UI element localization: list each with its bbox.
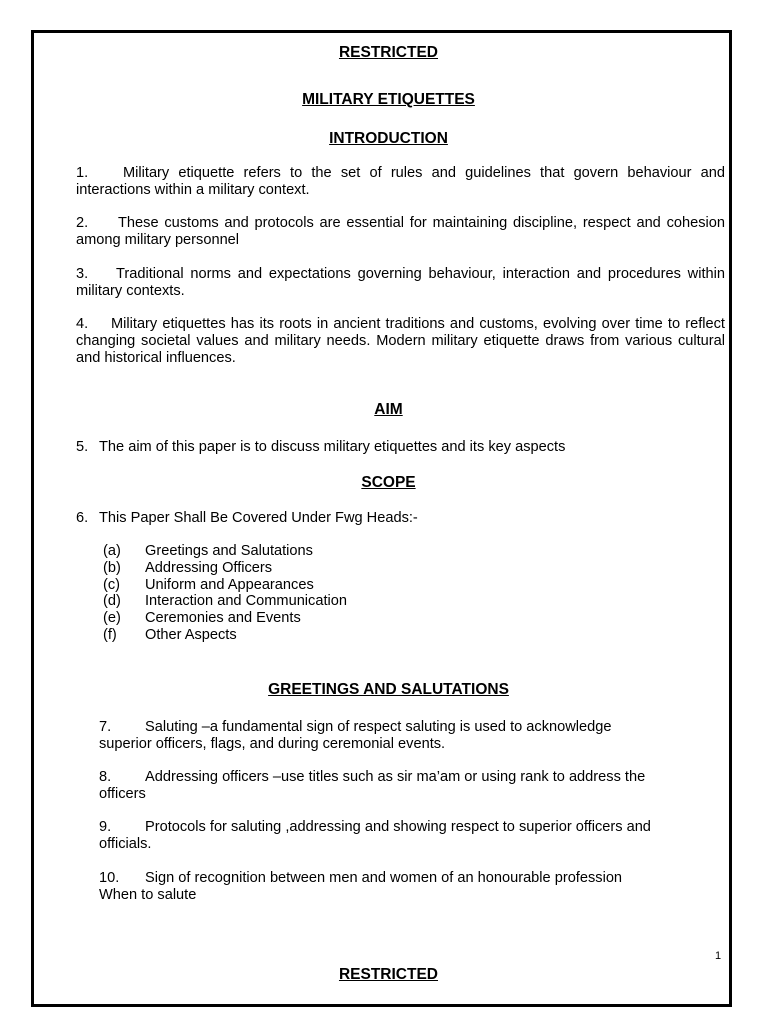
intro-paragraph-2	[76, 215, 725, 249]
list-item-text: Other Aspects	[145, 626, 237, 643]
footer-restricted: RESTRICTED	[338, 966, 439, 983]
greetings-paragraph-8	[99, 769, 659, 803]
paragraph-text: This Paper Shall Be Covered Under Fwg Heads:-	[99, 510, 418, 526]
greetings-paragraph-10	[99, 870, 659, 904]
greetings-paragraph-7	[99, 719, 659, 753]
header-restricted: RESTRICTED	[338, 44, 439, 61]
paragraph-number: 3.	[76, 266, 89, 282]
paragraph-text: Military etiquette refers to the set of rules and guidelines that govern behaviour and interactions within a military context.	[76, 165, 725, 198]
heading-scope: SCOPE	[361, 474, 416, 491]
list-item	[103, 610, 347, 627]
paragraph-text: These customs and protocols are essential for maintaining discipline, respect and cohesion among military personnel	[76, 215, 725, 248]
list-item-text: Interaction and Communication	[145, 593, 347, 610]
intro-paragraph-1	[76, 165, 725, 199]
greetings-paragraph-9	[99, 819, 659, 853]
list-item	[103, 593, 347, 610]
paragraph-text: Sign of recognition between men and women of an honourable profession When to salute	[99, 870, 623, 903]
heading-introduction: INTRODUCTION	[329, 130, 448, 147]
paragraph-number: 4.	[76, 316, 89, 332]
paragraph-text: Traditional norms and expectations governing behaviour, interaction and procedures within military contexts.	[76, 266, 725, 299]
paragraph-text: Addressing officers –use titles such as sir ma’am or using rank to address the officers	[99, 769, 646, 802]
heading-aim: AIM	[374, 401, 403, 418]
list-item-text: Greetings and Salutations	[145, 543, 313, 559]
paragraph-number: 7.	[99, 719, 112, 735]
list-item	[103, 627, 347, 644]
list-item-text: Addressing Officers	[145, 559, 273, 576]
paragraph-number: 2.	[76, 215, 89, 231]
paragraph-number: 6.	[76, 510, 89, 526]
paragraph-number: 10.	[99, 870, 120, 886]
list-item-label: (e)	[103, 610, 121, 627]
paragraph-number: 9.	[99, 819, 112, 835]
paragraph-number: 1.	[76, 165, 89, 181]
paragraph-number: 8.	[99, 769, 112, 785]
list-item-label: (a)	[103, 543, 121, 559]
page-number: 1	[715, 950, 722, 962]
list-item-label: (b)	[103, 559, 121, 576]
aim-paragraph	[76, 439, 725, 456]
list-item-label: (f)	[103, 626, 117, 643]
intro-paragraph-3	[76, 266, 725, 300]
list-item-text: Ceremonies and Events	[145, 610, 301, 627]
list-item-text: Uniform and Appearances	[145, 576, 314, 593]
scope-paragraph	[76, 510, 725, 527]
heading-greetings: GREETINGS AND SALUTATIONS	[268, 681, 509, 698]
list-item	[103, 543, 347, 560]
list-item-label: (d)	[103, 593, 121, 610]
paragraph-number: 5.	[76, 439, 89, 455]
page-title: MILITARY ETIQUETTES	[302, 91, 475, 108]
paragraph-text: Military etiquettes has its roots in ancient traditions and customs, evolving over time to reflect changing societal values and military needs. Modern military etiquette draws from various cultural and historical influences.	[76, 316, 725, 366]
list-item-label: (c)	[103, 576, 121, 593]
intro-paragraph-4	[76, 316, 725, 367]
list-item	[103, 577, 347, 594]
scope-list	[103, 543, 347, 644]
paragraph-text: Protocols for saluting ,addressing and showing respect to superior officers and officials.	[99, 819, 651, 852]
paragraph-text: The aim of this paper is to discuss military etiquettes and its key aspects	[99, 439, 566, 455]
list-item	[103, 560, 347, 577]
paragraph-text: Saluting –a fundamental sign of respect saluting is used to acknowledge superior officers, flags, and during ceremonial events.	[99, 719, 612, 752]
